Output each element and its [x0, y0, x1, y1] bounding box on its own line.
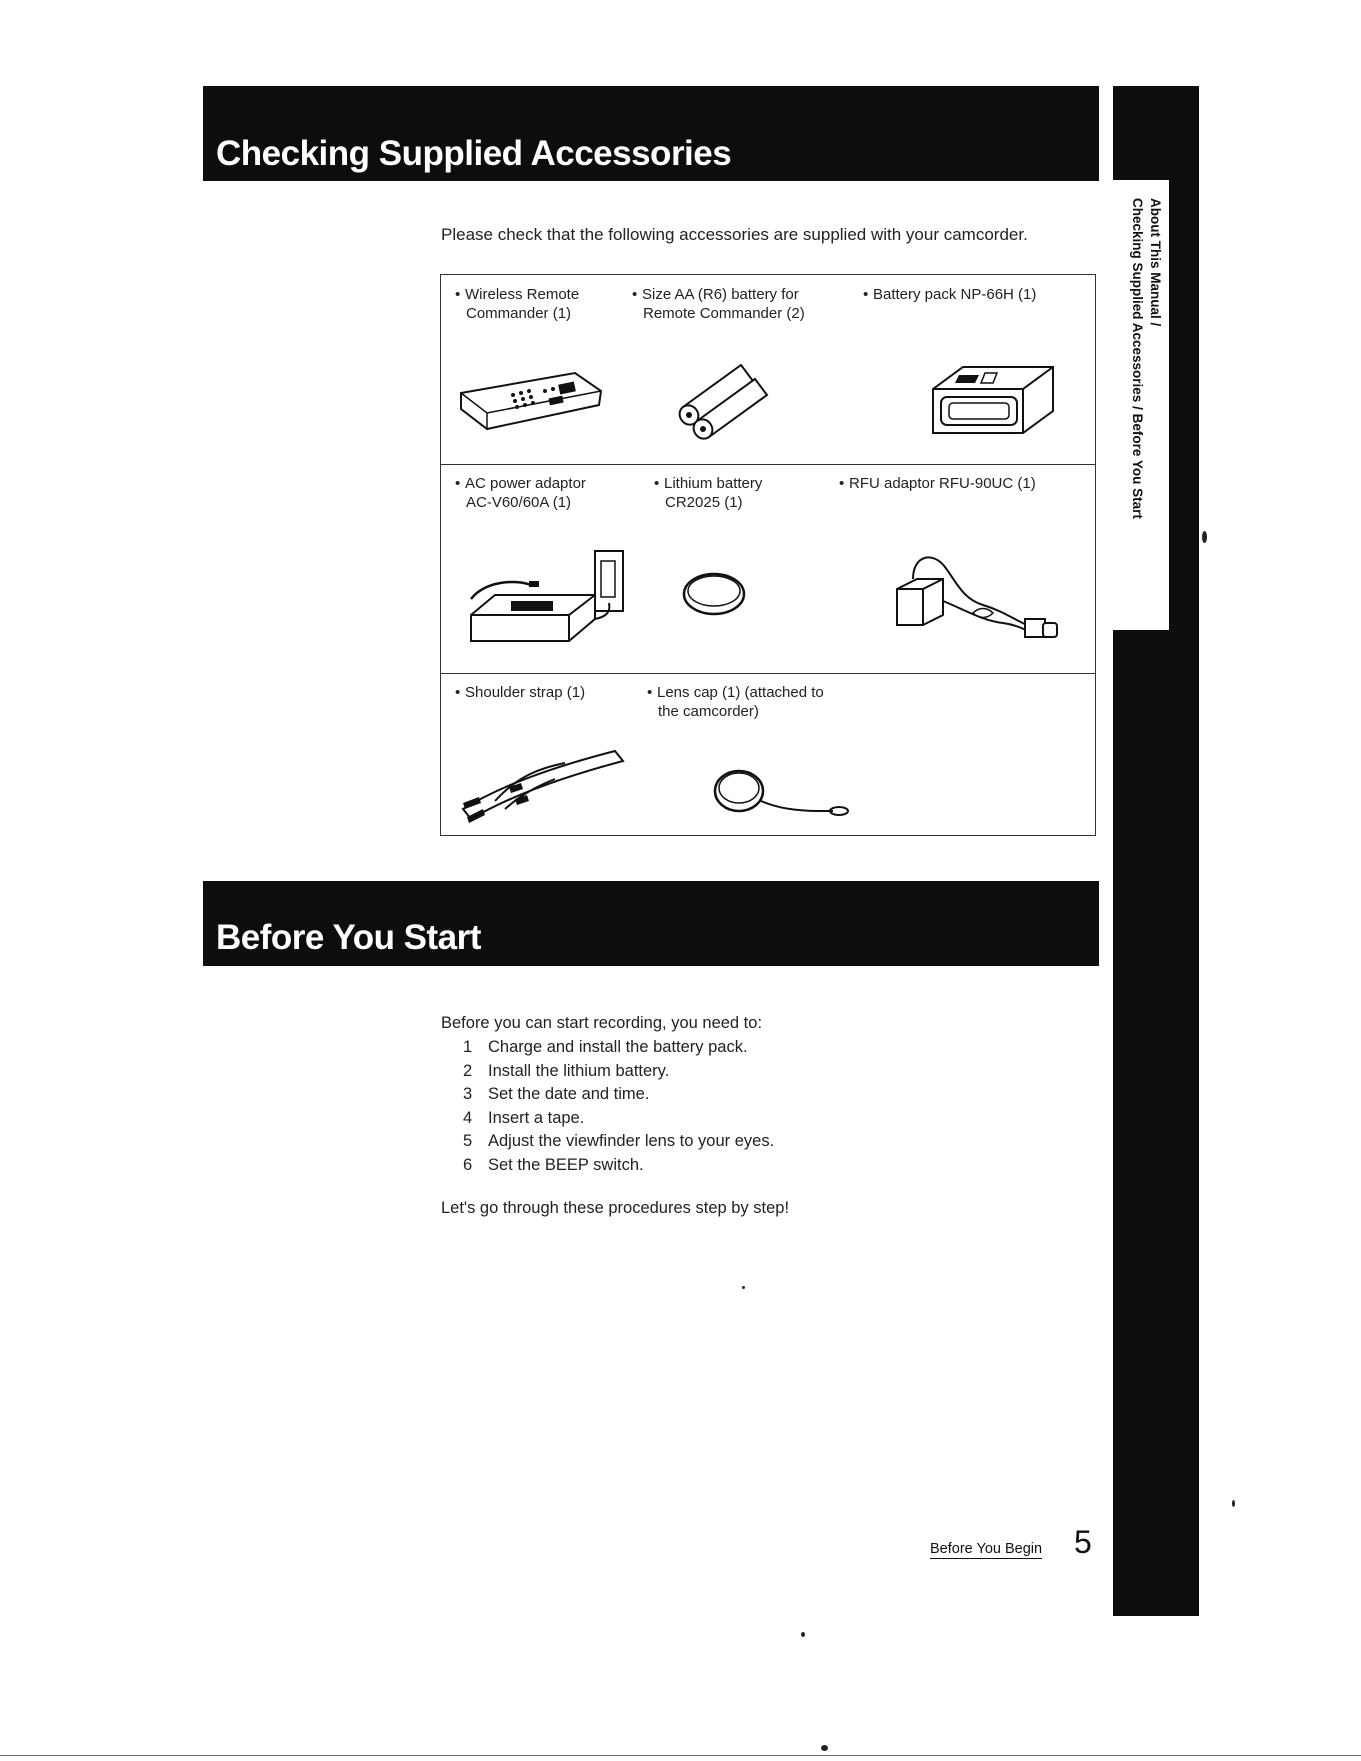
- scan-speck: [742, 1286, 745, 1289]
- sidebar-line-1: About This Manual /: [1148, 198, 1163, 327]
- sidebar-line-2: Checking Supplied Accessories / Before You Start: [1130, 198, 1145, 519]
- accessory-item: • Shoulder strap (1): [455, 684, 586, 701]
- scan-speck: [1202, 531, 1207, 543]
- section-title-before-you-start: Before You Start: [216, 918, 481, 957]
- step-item: 2 Install the lithium battery.: [463, 1061, 670, 1080]
- table-row-divider: [441, 464, 1095, 465]
- ac-adaptor-icon: [465, 541, 630, 651]
- table-row-divider: [441, 673, 1095, 674]
- accessory-item: • Wireless Remote Commander (1): [455, 286, 580, 322]
- remote-commander-icon: [457, 365, 607, 435]
- intro-text: Please check that the following accessories are supplied with your camcorder.: [441, 225, 1028, 244]
- lithium-battery-icon: [681, 567, 747, 617]
- battery-pack-icon: [923, 361, 1063, 441]
- accessory-item: • AC power adaptor AC-V60/60A (1): [455, 475, 586, 511]
- accessory-item: • RFU adaptor RFU-90UC (1): [839, 475, 1036, 492]
- scan-edge-line: [0, 1755, 1361, 1756]
- section-title-accessories: Checking Supplied Accessories: [216, 134, 732, 173]
- scan-speck: [801, 1632, 805, 1637]
- aa-battery-icon: [671, 355, 781, 440]
- scan-speck: [821, 1745, 828, 1751]
- step-item: 1 Charge and install the battery pack.: [463, 1038, 748, 1056]
- steps-list: [463, 1036, 774, 1177]
- step-item: 6 Set the BEEP switch.: [463, 1155, 644, 1174]
- steps-intro: Before you can start recording, you need to:: [441, 1014, 763, 1032]
- accessory-item: • Lens cap (1) (attached to the camcorder): [647, 684, 824, 720]
- section-banner-before-you-start: [203, 881, 1099, 966]
- footer-section-label: Before You Begin: [930, 1541, 1043, 1557]
- outro-text: Let's go through these procedures step by step!: [441, 1199, 790, 1217]
- lens-cap-icon: [709, 751, 859, 831]
- shoulder-strap-icon: [455, 739, 630, 824]
- step-item: 4 Insert a tape.: [463, 1108, 585, 1127]
- rfu-adaptor-icon: [893, 549, 1063, 649]
- step-item: 3 Set the date and time.: [463, 1085, 650, 1103]
- page-number: 5: [1074, 1524, 1092, 1560]
- scan-speck: [1232, 1500, 1235, 1507]
- accessories-table: [440, 274, 1096, 836]
- accessory-item: • Size AA (R6) battery for Remote Commander (2): [632, 286, 805, 322]
- step-item: 5 Adjust the viewfinder lens to your eyes.: [463, 1132, 775, 1150]
- accessory-item: • Lithium battery CR2025 (1): [654, 475, 763, 511]
- section-banner-accessories: [203, 86, 1099, 181]
- sidebar-tab-text: [1118, 198, 1164, 608]
- accessory-item: • Battery pack NP-66H (1): [863, 286, 1037, 303]
